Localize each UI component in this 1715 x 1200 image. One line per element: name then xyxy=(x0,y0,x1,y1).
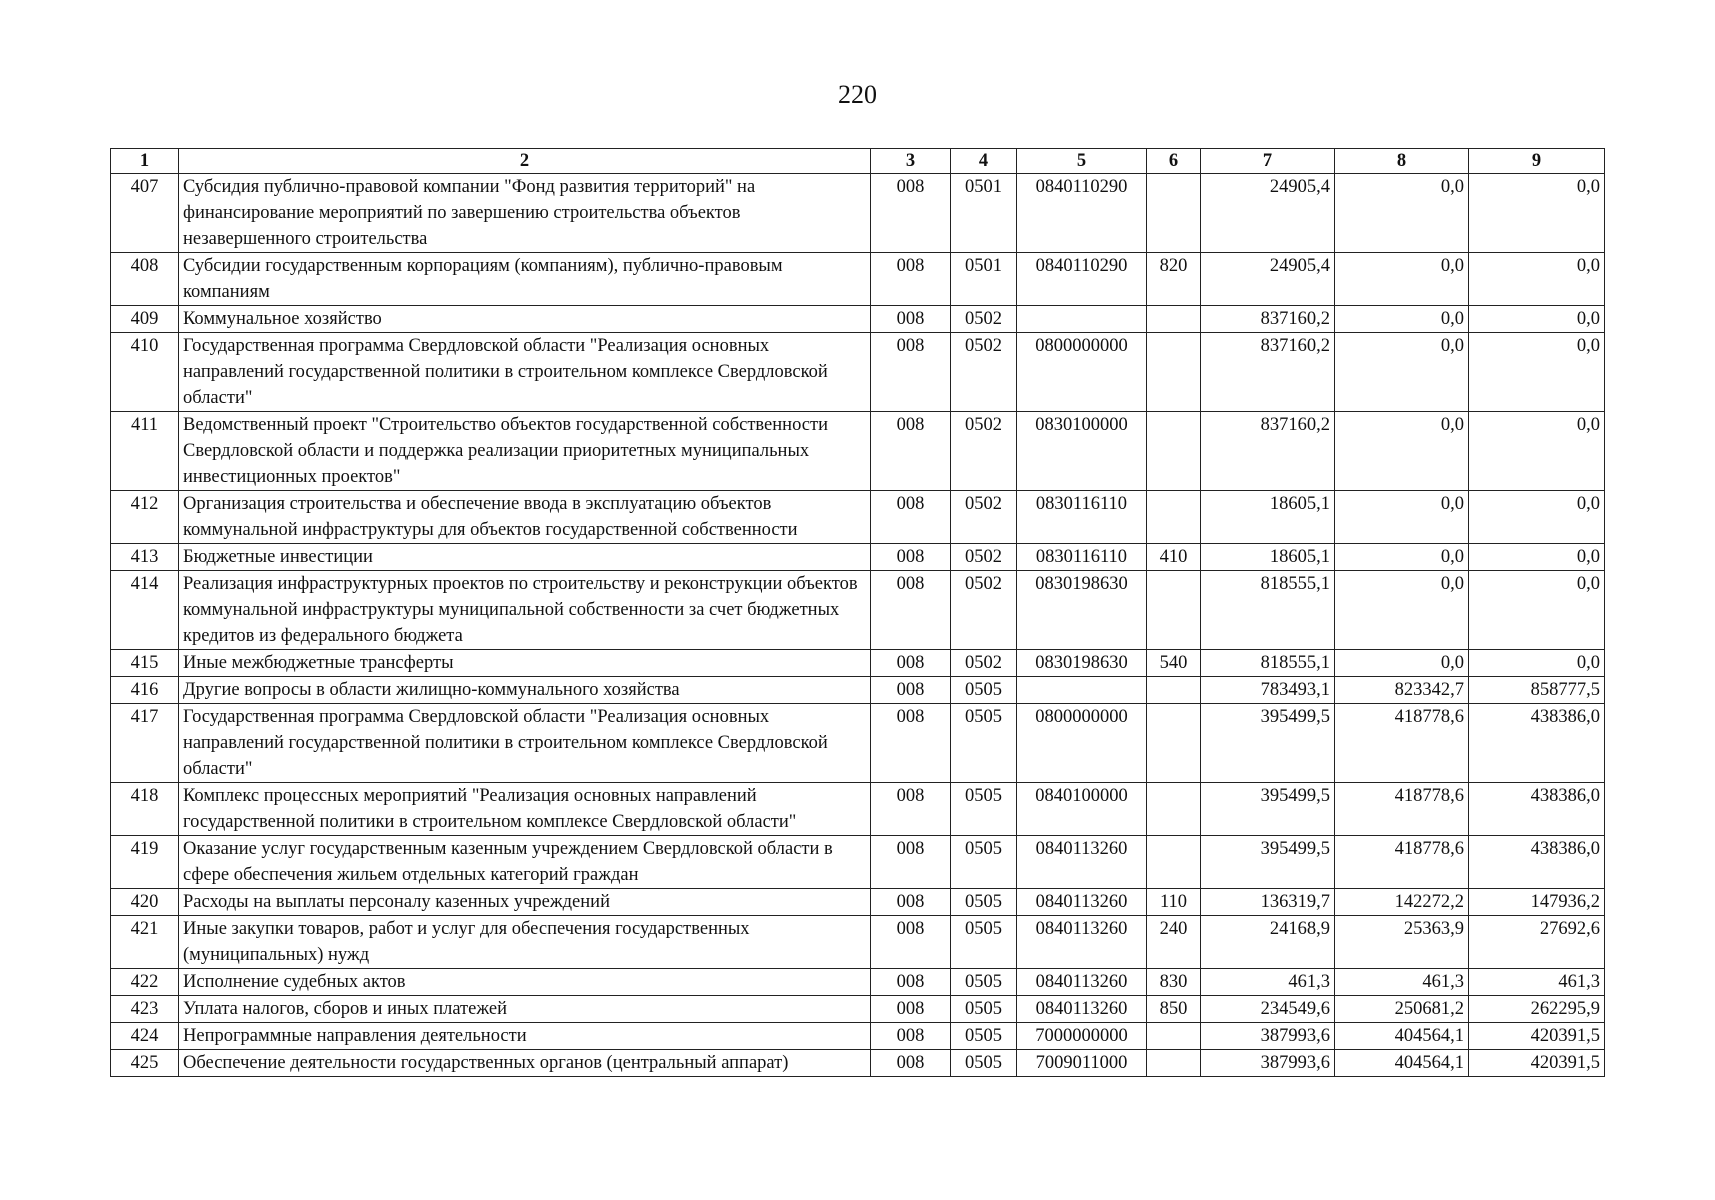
amount-col-9: 0,0 xyxy=(1469,306,1605,333)
table-row xyxy=(111,253,1605,306)
amount-col-8: 0,0 xyxy=(1335,491,1469,544)
section-code: 0505 xyxy=(951,704,1017,783)
table-row xyxy=(111,650,1605,677)
expense-type-code xyxy=(1147,306,1201,333)
amount-col-8: 0,0 xyxy=(1335,571,1469,650)
ministry-code: 008 xyxy=(871,704,951,783)
column-header-9: 9 xyxy=(1469,149,1605,174)
target-article-code: 0840113260 xyxy=(1017,996,1147,1023)
section-code: 0501 xyxy=(951,174,1017,253)
amount-col-8: 0,0 xyxy=(1335,253,1469,306)
expense-type-code: 540 xyxy=(1147,650,1201,677)
amount-col-8: 0,0 xyxy=(1335,412,1469,491)
amount-col-7: 837160,2 xyxy=(1201,412,1335,491)
target-article-code: 0830100000 xyxy=(1017,412,1147,491)
row-number: 416 xyxy=(111,677,179,704)
target-article-code: 0840113260 xyxy=(1017,836,1147,889)
amount-col-8: 461,3 xyxy=(1335,969,1469,996)
ministry-code: 008 xyxy=(871,1050,951,1077)
expense-type-code xyxy=(1147,571,1201,650)
row-number: 420 xyxy=(111,889,179,916)
amount-col-7: 783493,1 xyxy=(1201,677,1335,704)
amount-col-8: 404564,1 xyxy=(1335,1050,1469,1077)
row-name: Ведомственный проект "Строительство объектов государственной собственности Свердловской области и поддержка реализации приоритетных муниципальных инвестиционных проектов" xyxy=(179,412,871,491)
amount-col-9: 0,0 xyxy=(1469,253,1605,306)
target-article-code: 0840113260 xyxy=(1017,969,1147,996)
expense-type-code xyxy=(1147,677,1201,704)
section-code: 0505 xyxy=(951,996,1017,1023)
target-article-code: 0840113260 xyxy=(1017,889,1147,916)
amount-col-8: 0,0 xyxy=(1335,544,1469,571)
amount-col-9: 0,0 xyxy=(1469,544,1605,571)
row-number: 425 xyxy=(111,1050,179,1077)
amount-col-7: 818555,1 xyxy=(1201,571,1335,650)
page-number: 220 xyxy=(838,80,877,109)
amount-col-9: 461,3 xyxy=(1469,969,1605,996)
amount-col-9: 438386,0 xyxy=(1469,836,1605,889)
expense-type-code xyxy=(1147,174,1201,253)
target-article-code: 7009011000 xyxy=(1017,1050,1147,1077)
column-header-3: 3 xyxy=(871,149,951,174)
table-row xyxy=(111,1023,1605,1050)
expense-type-code: 110 xyxy=(1147,889,1201,916)
row-name: Реализация инфраструктурных проектов по строительству и реконструкции объектов коммунальной инфраструктуры муниципальной собственности за счет бюджетных кредитов из федерального бюджета xyxy=(179,571,871,650)
section-code: 0505 xyxy=(951,916,1017,969)
amount-col-9: 420391,5 xyxy=(1469,1023,1605,1050)
amount-col-8: 0,0 xyxy=(1335,306,1469,333)
row-name: Оказание услуг государственным казенным учреждением Свердловской области в сфере обеспечения жильем отдельных категорий граждан xyxy=(179,836,871,889)
table-row xyxy=(111,571,1605,650)
section-code: 0505 xyxy=(951,969,1017,996)
amount-col-9: 438386,0 xyxy=(1469,783,1605,836)
target-article-code: 0800000000 xyxy=(1017,333,1147,412)
amount-col-7: 461,3 xyxy=(1201,969,1335,996)
row-name: Государственная программа Свердловской области "Реализация основных направлений государственной политики в строительном комплексе Свердловской области" xyxy=(179,333,871,412)
ministry-code: 008 xyxy=(871,996,951,1023)
amount-col-8: 0,0 xyxy=(1335,174,1469,253)
amount-col-9: 147936,2 xyxy=(1469,889,1605,916)
row-number: 407 xyxy=(111,174,179,253)
section-code: 0501 xyxy=(951,253,1017,306)
amount-col-9: 27692,6 xyxy=(1469,916,1605,969)
ministry-code: 008 xyxy=(871,544,951,571)
amount-col-7: 18605,1 xyxy=(1201,544,1335,571)
target-article-code: 0840100000 xyxy=(1017,783,1147,836)
amount-col-9: 0,0 xyxy=(1469,491,1605,544)
amount-col-9: 438386,0 xyxy=(1469,704,1605,783)
table-row xyxy=(111,889,1605,916)
row-number: 413 xyxy=(111,544,179,571)
row-name: Коммунальное хозяйство xyxy=(179,306,871,333)
amount-col-8: 0,0 xyxy=(1335,650,1469,677)
ministry-code: 008 xyxy=(871,836,951,889)
row-name: Иные закупки товаров, работ и услуг для обеспечения государственных (муниципальных) нужд xyxy=(179,916,871,969)
amount-col-7: 837160,2 xyxy=(1201,306,1335,333)
target-article-code xyxy=(1017,677,1147,704)
row-name: Исполнение судебных актов xyxy=(179,969,871,996)
row-number: 412 xyxy=(111,491,179,544)
expense-type-code: 410 xyxy=(1147,544,1201,571)
amount-col-7: 24905,4 xyxy=(1201,174,1335,253)
column-header-7: 7 xyxy=(1201,149,1335,174)
table-row xyxy=(111,1050,1605,1077)
amount-col-8: 404564,1 xyxy=(1335,1023,1469,1050)
amount-col-7: 395499,5 xyxy=(1201,704,1335,783)
table-row xyxy=(111,783,1605,836)
amount-col-9: 0,0 xyxy=(1469,571,1605,650)
section-code: 0505 xyxy=(951,677,1017,704)
row-name: Другие вопросы в области жилищно-коммунального хозяйства xyxy=(179,677,871,704)
row-number: 410 xyxy=(111,333,179,412)
section-code: 0502 xyxy=(951,650,1017,677)
target-article-code: 0840110290 xyxy=(1017,253,1147,306)
expense-type-code: 830 xyxy=(1147,969,1201,996)
amount-col-7: 136319,7 xyxy=(1201,889,1335,916)
table-header xyxy=(111,149,1605,174)
row-number: 414 xyxy=(111,571,179,650)
target-article-code xyxy=(1017,306,1147,333)
ministry-code: 008 xyxy=(871,1023,951,1050)
amount-col-7: 395499,5 xyxy=(1201,783,1335,836)
target-article-code: 7000000000 xyxy=(1017,1023,1147,1050)
ministry-code: 008 xyxy=(871,174,951,253)
section-code: 0505 xyxy=(951,1023,1017,1050)
column-header-1: 1 xyxy=(111,149,179,174)
expense-type-code: 850 xyxy=(1147,996,1201,1023)
expense-type-code xyxy=(1147,1023,1201,1050)
amount-col-7: 387993,6 xyxy=(1201,1023,1335,1050)
amount-col-9: 0,0 xyxy=(1469,333,1605,412)
amount-col-9: 262295,9 xyxy=(1469,996,1605,1023)
ministry-code: 008 xyxy=(871,491,951,544)
column-header-2: 2 xyxy=(179,149,871,174)
column-header-8: 8 xyxy=(1335,149,1469,174)
section-code: 0505 xyxy=(951,836,1017,889)
section-code: 0502 xyxy=(951,491,1017,544)
expense-type-code: 820 xyxy=(1147,253,1201,306)
row-name: Непрограммные направления деятельности xyxy=(179,1023,871,1050)
row-name: Субсидии государственным корпорациям (компаниям), публично-правовым компаниям xyxy=(179,253,871,306)
expense-type-code xyxy=(1147,783,1201,836)
section-code: 0502 xyxy=(951,544,1017,571)
amount-col-7: 387993,6 xyxy=(1201,1050,1335,1077)
target-article-code: 0840110290 xyxy=(1017,174,1147,253)
amount-col-8: 418778,6 xyxy=(1335,783,1469,836)
expense-type-code xyxy=(1147,1050,1201,1077)
row-name: Обеспечение деятельности государственных органов (центральный аппарат) xyxy=(179,1050,871,1077)
table-row xyxy=(111,306,1605,333)
row-name: Расходы на выплаты персоналу казенных учреждений xyxy=(179,889,871,916)
row-name: Организация строительства и обеспечение ввода в эксплуатацию объектов коммунальной инфраструктуры для объектов государственной собственности xyxy=(179,491,871,544)
row-number: 421 xyxy=(111,916,179,969)
ministry-code: 008 xyxy=(871,677,951,704)
amount-col-9: 0,0 xyxy=(1469,412,1605,491)
row-number: 409 xyxy=(111,306,179,333)
table-row xyxy=(111,677,1605,704)
amount-col-9: 0,0 xyxy=(1469,174,1605,253)
ministry-code: 008 xyxy=(871,253,951,306)
amount-col-8: 0,0 xyxy=(1335,333,1469,412)
row-name: Иные межбюджетные трансферты xyxy=(179,650,871,677)
row-name: Комплекс процессных мероприятий "Реализация основных направлений государственной политики в строительном комплексе Свердловской области" xyxy=(179,783,871,836)
row-number: 408 xyxy=(111,253,179,306)
table-row xyxy=(111,333,1605,412)
amount-col-9: 858777,5 xyxy=(1469,677,1605,704)
amount-col-8: 250681,2 xyxy=(1335,996,1469,1023)
budget-table xyxy=(110,148,1605,1077)
expense-type-code xyxy=(1147,836,1201,889)
section-code: 0505 xyxy=(951,783,1017,836)
table-body xyxy=(111,174,1605,1077)
amount-col-7: 818555,1 xyxy=(1201,650,1335,677)
amount-col-9: 0,0 xyxy=(1469,650,1605,677)
ministry-code: 008 xyxy=(871,306,951,333)
column-header-4: 4 xyxy=(951,149,1017,174)
ministry-code: 008 xyxy=(871,333,951,412)
table-row xyxy=(111,969,1605,996)
table-row xyxy=(111,996,1605,1023)
table-row xyxy=(111,174,1605,253)
table-row xyxy=(111,836,1605,889)
section-code: 0502 xyxy=(951,333,1017,412)
ministry-code: 008 xyxy=(871,650,951,677)
amount-col-7: 24168,9 xyxy=(1201,916,1335,969)
ministry-code: 008 xyxy=(871,571,951,650)
ministry-code: 008 xyxy=(871,889,951,916)
table-row xyxy=(111,916,1605,969)
column-header-6: 6 xyxy=(1147,149,1201,174)
column-header-5: 5 xyxy=(1017,149,1147,174)
row-name: Уплата налогов, сборов и иных платежей xyxy=(179,996,871,1023)
row-number: 423 xyxy=(111,996,179,1023)
header-row xyxy=(111,149,1605,174)
section-code: 0502 xyxy=(951,306,1017,333)
row-number: 415 xyxy=(111,650,179,677)
row-name: Государственная программа Свердловской области "Реализация основных направлений государственной политики в строительном комплексе Свердловской области" xyxy=(179,704,871,783)
amount-col-8: 418778,6 xyxy=(1335,836,1469,889)
row-number: 422 xyxy=(111,969,179,996)
amount-col-7: 837160,2 xyxy=(1201,333,1335,412)
row-name: Бюджетные инвестиции xyxy=(179,544,871,571)
ministry-code: 008 xyxy=(871,412,951,491)
row-number: 419 xyxy=(111,836,179,889)
target-article-code: 0840113260 xyxy=(1017,916,1147,969)
expense-type-code xyxy=(1147,704,1201,783)
ministry-code: 008 xyxy=(871,969,951,996)
amount-col-8: 823342,7 xyxy=(1335,677,1469,704)
section-code: 0505 xyxy=(951,889,1017,916)
amount-col-8: 142272,2 xyxy=(1335,889,1469,916)
expense-type-code xyxy=(1147,491,1201,544)
table-row xyxy=(111,412,1605,491)
row-number: 417 xyxy=(111,704,179,783)
row-number: 411 xyxy=(111,412,179,491)
row-number: 424 xyxy=(111,1023,179,1050)
target-article-code: 0800000000 xyxy=(1017,704,1147,783)
amount-col-8: 25363,9 xyxy=(1335,916,1469,969)
expense-type-code xyxy=(1147,412,1201,491)
section-code: 0505 xyxy=(951,1050,1017,1077)
ministry-code: 008 xyxy=(871,916,951,969)
amount-col-8: 418778,6 xyxy=(1335,704,1469,783)
target-article-code: 0830116110 xyxy=(1017,491,1147,544)
amount-col-7: 395499,5 xyxy=(1201,836,1335,889)
target-article-code: 0830116110 xyxy=(1017,544,1147,571)
table-row xyxy=(111,704,1605,783)
table-row xyxy=(111,544,1605,571)
target-article-code: 0830198630 xyxy=(1017,650,1147,677)
section-code: 0502 xyxy=(951,571,1017,650)
table-row xyxy=(111,491,1605,544)
section-code: 0502 xyxy=(951,412,1017,491)
amount-col-9: 420391,5 xyxy=(1469,1050,1605,1077)
expense-type-code xyxy=(1147,333,1201,412)
amount-col-7: 18605,1 xyxy=(1201,491,1335,544)
amount-col-7: 24905,4 xyxy=(1201,253,1335,306)
target-article-code: 0830198630 xyxy=(1017,571,1147,650)
row-name: Субсидия публично-правовой компании "Фонд развития территорий" на финансирование мероприятий по завершению строительства объектов незавершенного строительства xyxy=(179,174,871,253)
row-number: 418 xyxy=(111,783,179,836)
amount-col-7: 234549,6 xyxy=(1201,996,1335,1023)
ministry-code: 008 xyxy=(871,783,951,836)
expense-type-code: 240 xyxy=(1147,916,1201,969)
